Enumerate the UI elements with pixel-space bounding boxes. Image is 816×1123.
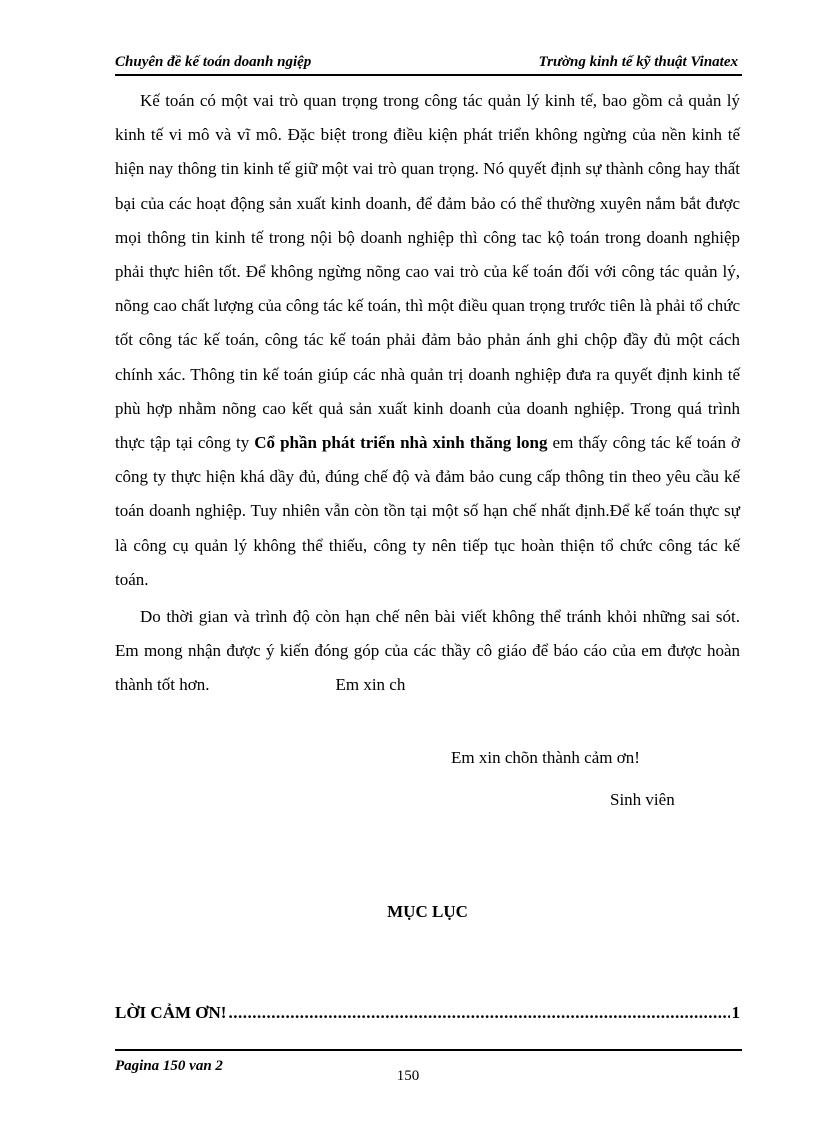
paragraph-intro-part2: em thấy công tác kế toán ở công ty thực hiện khá dầy đủ, đúng chế độ và đảm bảo cung cấp thông tin theo yêu cầu kế toán doanh nghiệp. Tuy nhiên vẫn còn tồn tại một số hạn chế nhất định.Để kế toán thực sự là công cụ quản lý không thể thiếu, công ty nên tiếp tục hoàn thiện tổ chức công tác kế toán. xyxy=(115,433,741,589)
header-right-title: Trường kinh tế kỹ thuật Vinatex xyxy=(538,54,738,70)
signature-label: Sinh viên xyxy=(610,790,675,809)
toc-entry-label: LỜI CẢM ƠN! xyxy=(115,1003,227,1022)
page-number: 150 xyxy=(396,1068,420,1084)
paragraph-intro xyxy=(115,84,740,597)
paragraph-closing-tail: Em xin ch xyxy=(335,675,406,695)
page-header xyxy=(115,52,742,76)
paragraph-intro-part1: Kế toán có một vai trò quan trọng trong công tác quản lý kinh tế, bao gồm cả quản lý kinh tế vi mô và vĩ mô. Đặc biệt trong điều kiện phát triển không ngừng của nền kinh tế hiện nay thông tin kinh tế giữ một vai trò quan trọng. Nó quyết định sự thành công hay thất bại của các hoạt động sản xuất kinh doanh, để đảm bảo có thể thường xuyên nắm bắt được mọi thông tin kinh tế trong nội bộ doanh nghiệp thì công tac kộ toán trong doanh nghiệp phải thực hiên tốt. Để không ngừng nõng cao vai trò của kế toán đối với công tác quản lý, nõng cao chất lượng của công tác kế toán, thì một điều quan trọng trước tiên là phải tổ chức tốt công tác kế toán, công tác kế toán phải đảm bảo phản ánh ghi chộp đầy đủ một cách chính xác. Thông tin kế toán giúp các nhà quản trị doanh nghiệp đưa ra quyết định kinh tế phù hợp nhằm nõng cao kết quả sản xuất kinh doanh của doanh nghiệp. Trong quá trình thực tập tại công ty xyxy=(115,91,740,453)
toc-entry[interactable] xyxy=(115,1003,740,1029)
company-name: Cổ phần phát triển nhà xinh thăng long xyxy=(254,433,548,453)
body-text xyxy=(115,84,740,703)
toc-title: MỤC LỤC xyxy=(387,902,468,921)
thanks-line: Em xin chõn thành cảm ơn! xyxy=(451,748,640,767)
paragraph-closing-text: Do thời gian và trình độ còn hạn chế nên bài viết không thể tránh khỏi những sai sót. Em mong nhận được ý kiến đóng góp của các thầy cô giáo để báo cáo của em được hoàn thành tốt hơn. xyxy=(115,607,740,695)
paragraph-closing xyxy=(115,600,740,703)
footer-left: Pagina 150 van 2 xyxy=(115,1058,223,1074)
page-footer xyxy=(115,1049,742,1074)
toc-leader-dots xyxy=(228,1003,729,1023)
toc-entry-page: 1 xyxy=(731,1003,740,1022)
header-left-title: Chuyên đề kế toán doanh ngiệp xyxy=(115,54,312,70)
